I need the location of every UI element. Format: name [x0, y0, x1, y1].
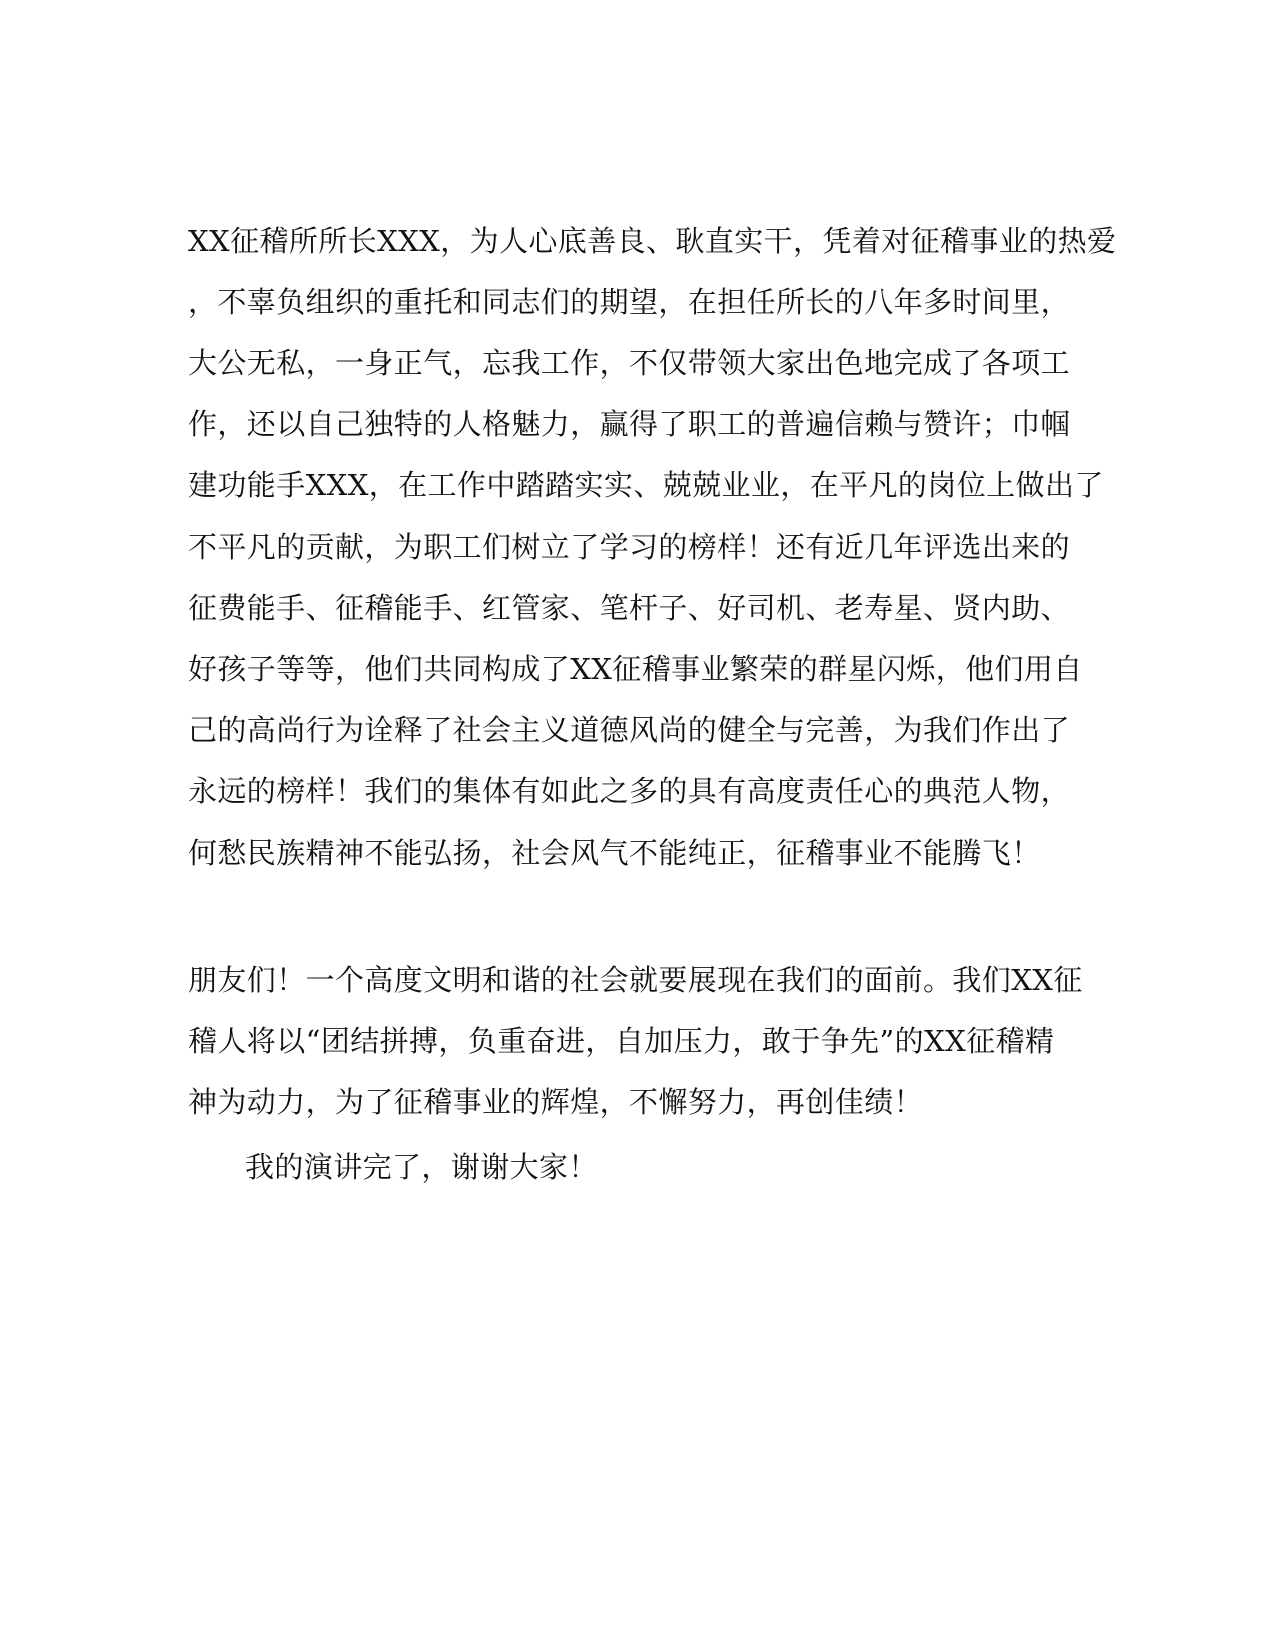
paragraph-line: ，不辜负组织的重托和同志们的期望，在担任所长的八年多时间里， [188, 285, 1071, 319]
closing-line: 我的演讲完了，谢谢大家！ [245, 1150, 598, 1184]
paragraph-line: 作，还以自己独特的人格魅力，赢得了职工的普遍信赖与赞许；巾帼 [188, 407, 1071, 441]
paragraph-line: XX征稽所所长XXX，为人心底善良、耿直实干，凭着对征稽事业的热爱 [188, 224, 1117, 258]
paragraph-line: 大公无私，一身正气，忘我工作，不仅带领大家出色地完成了各项工 [188, 346, 1071, 380]
paragraph-line: 朋友们！一个高度文明和谐的社会就要展现在我们的面前。我们XX征 [188, 963, 1083, 997]
paragraph-line: 好孩子等等，他们共同构成了XX征稽事业繁荣的群星闪烁，他们用自 [188, 652, 1083, 686]
paragraph-line: 己的高尚行为诠释了社会主义道德风尚的健全与完善，为我们作出了 [188, 713, 1071, 747]
paragraph-line: 神为动力，为了征稽事业的辉煌，不懈努力，再创佳绩！ [188, 1085, 924, 1119]
paragraph-line: 征费能手、征稽能手、红管家、笔杆子、好司机、老寿星、贤内助、 [188, 591, 1071, 625]
paragraph-line: 永远的榜样！我们的集体有如此之多的具有高度责任心的典范人物， [188, 774, 1071, 808]
paragraph-line: 稽人将以“团结拼搏，负重奋进，自加压力，敢于争先”的XX征稽精 [188, 1024, 1055, 1058]
paragraph-line: 何愁民族精神不能弘扬，社会风气不能纯正，征稽事业不能腾飞！ [188, 836, 1041, 870]
paragraph-line: 不平凡的贡献，为职工们树立了学习的榜样！还有近几年评选出来的 [188, 530, 1071, 564]
paragraph-line: 建功能手XXX，在工作中踏踏实实、兢兢业业，在平凡的岗位上做出了 [188, 468, 1104, 502]
